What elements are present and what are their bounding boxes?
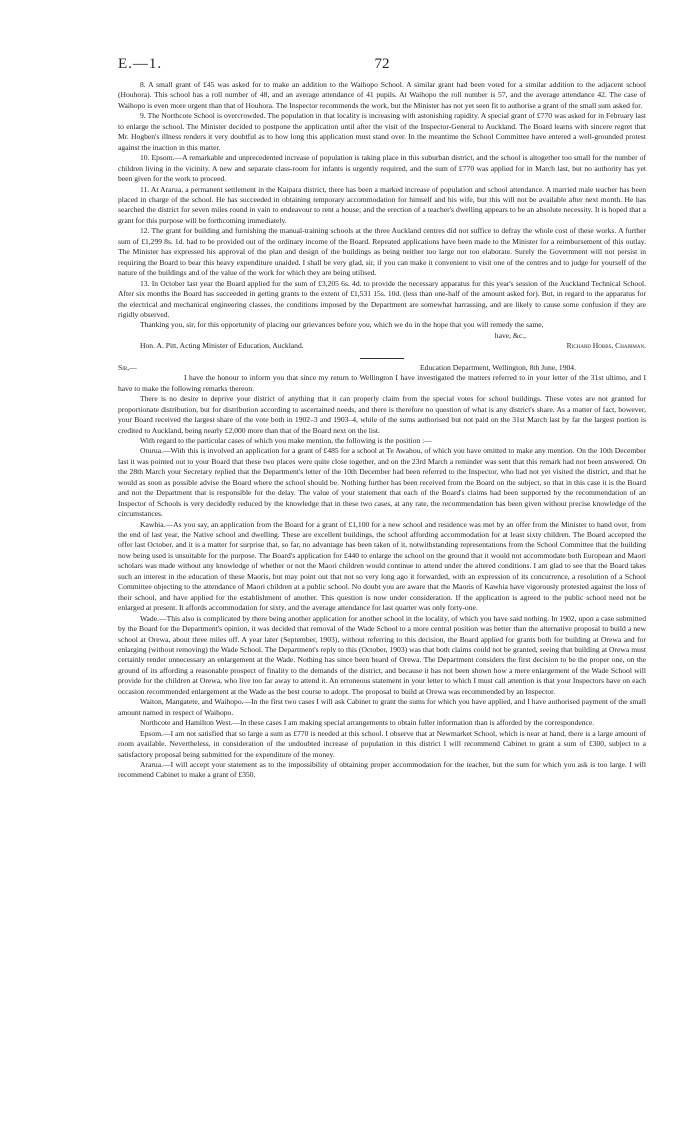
signatory: Richard Hobbs, Chairman. bbox=[566, 341, 646, 351]
paragraph: Kawhia.—As you say, an application from the Board for a grant of £1,100 for a new school and residence was met by an offer from the Minister to hand over, from the end of last year, the Native school and dwelling. These are excellent buildings, the school affording accommodation for at least sixty children. The Board accepted the offer last October, and it is a matter for surprise that, so far, no advantage has been taken of it, notwithstanding representations from the School Committee that the building now being used is unsuitable for the purpose. The Board's application for £440 to enlarge the school on the ground that it would not accommodate both European and Maori scholars was made without any knowledge of whether or not the Maori children would continue to attend under the altered conditions. I am glad to see that the Board takes such an interest in the education of these Maoris, but may point out that not so very long ago it forwarded, with an expression of its concurrence, a resolution of a School Committee objecting to the attendance of Maori children at a public school. No doubt you are aware that the Maoris of Kawhia have vigorously protested against the loss of their school, and have applied for the establishment of another. This question is now under consideration. If the application is agreed to the public school need not be enlarged at present. It affords accommodation for sixty, and the average attendance for last quarter was only forty-one. bbox=[118, 519, 646, 613]
page-number: 72 bbox=[374, 56, 390, 72]
paragraph: 9. The Northcote School is overcrowded. The population in that locality is increasing with astonishing rapidity. A special grant of £770 was asked for in February last to enlarge the school. The Minister decided to postpone the application until after the visit of the Inspector-General to Auckland. The Board learns with sincere regret that Mr. Hogben's illness renders it very doubtful as to how long this application must stand over. In the meantime the School Committee have entered a well-grounded protest against the inaction in this matter. bbox=[118, 111, 646, 152]
paragraph: Waiton, Mangatete, and Waihopo.—In the first two cases I will ask Cabinet to grant the sums for which you have applied, and I have authorised payment of the small amount named in respect of Waihopo. bbox=[118, 697, 646, 717]
addressee: Hon. A. Pitt, Acting Minister of Education, Auckland. bbox=[140, 341, 304, 351]
salutation: Sir,— bbox=[118, 362, 137, 372]
signature-line bbox=[118, 341, 646, 351]
paragraph: 8. A small grant of £45 was asked for to make an addition to the Waihopo School. A similar grant had been voted for a similar addition to the adjacent school (Houhora). This school has a roll number of 48, and an average attendance of 41 pupils. At Waihopo the roll number is 57, and the average attendance 42. The case of Waihopo is even more urgent than that of Houhora. The Inspector recommends the work, but the Minister has not yet seen fit to authorise a grant of the small sum asked for. bbox=[118, 80, 646, 110]
paragraph: 12. The grant for building and furnishing the manual-training schools at the three Auckland centres did not suffice to defray the whole cost of these works. A further sum of £1,299 8s. 1d. had to be provided out of the ordinary income of the Board. Repeated applications have been made to the Minister for a reimbursement of this outlay. The Minister has expressed his approval of the plan and design of the buildings as being neither too large nor too elaborate. Surely the Government will not persist in requiring the Board to bear this heavy expenditure unaided. I shall be very glad, sir, if you can make it convenient to visit one of the centres and to judge for yourself of the nature of the buildings and of the value of the work for which they are being utilised. bbox=[118, 226, 646, 278]
page-header bbox=[118, 56, 646, 76]
closing-line bbox=[118, 331, 646, 341]
dateline: Education Department, Wellington, 8th June, 1904. bbox=[420, 362, 576, 372]
letter-one bbox=[118, 80, 646, 352]
paragraph: With regard to the particular cases of which you make mention, the following is the position :— bbox=[140, 435, 432, 445]
paragraph: I have the honour to inform you that since my return to Wellington I have investigated the matters referred to in your letter of the 31st ultimo, and I have to make the following remarks thereon. bbox=[118, 373, 646, 393]
section-divider bbox=[360, 358, 404, 359]
paragraph: Wade.—This also is complicated by there being another application for another school in the locality, of which you have said nothing. In 1902, upon a case submitted by the Board for the Department's opinion, it was decided that removal of the Wade School to a more central position was better than the alternative proposal to build a new school at Orewa, about three miles off. A year later (September, 1903), without referring to this decision, the Board applied for grants both for building at Orewa and for enlarging (without removing) the Wade School. The Department's reply to this (October, 1903) was that both claims could not be granted, seeing that building at Orewa must certainly render unnecessary an enlargement at the Wade. Nothing has since been heard of Orewa. The Department considers the first decision to be the proper one, on the ground of its affording a reasonable prospect of finality to the demands of the district, and because it has not been shown how a mere enlargement of the Wade School will provide for the children at Orewa, who live too far away to attend it. An erroneous statement in your letter to which I must call attention is that your Inspectors have on each occasion recommended enlargement at the Wade as the best course to adopt. The proposal to build at Orewa was recommended by an Inspector. bbox=[118, 613, 646, 696]
closing-right: have, &c., bbox=[494, 330, 526, 340]
paragraph: 11. At Ararua, a permanent settlement in the Kaipara district, there has been a marked increase of population and school attendance. A married male teacher has been placed in charge of the school. He has succeeded in obtaining temporary accommodation for himself and his wife, but this will not be available after next month. He has searched the district for seven miles round in vain to endeavour to rent a house; and the erection of a teacher's dwelling appears to be an absolute necessity. It is hoped that a grant for this purpose will be forthcoming immediately. bbox=[118, 184, 646, 225]
paragraph: There is no desire to deprive your district of anything that it can properly claim from the special votes for school buildings. These votes are not granted for proportionate distribution, but for distribution according to ascertained needs, and there is therefore no question of what is any district's share. As a matter of fact, however, your Board received the largest share of the vote both in 1902–3 and 1903–4, while of the sums authorised but not paid on the 31st March last by far the largest portion is credited to Auckland, being nearly £2,000 more than that of the Board next on the list. bbox=[118, 394, 646, 435]
paragraph: Oturua.—With this is involved an application for a grant of £485 for a school at Te Awahou, of which you have omitted to make any mention. On the 10th December last it was pointed out to your Board that these two places were quite close together, and on the 23rd March a reminder was sent that this remark had not been answered. On the 28th March your Secretary replied that the Department's letter of the 10th December had been referred to the Inspector, who had not yet visited the district, and that he would as soon as possible advise the Board where the school should be. Nothing further has been received from the Board on the subject, so that in this case it is the Board and not the Department that is responsible for the delay. The value of your statement that each of the Board's claims had been supported by the recommendation of an Inspector of Schools is very decidedly reduced by the knowledge that in these two cases, at any rate, the recommendation has been given without precise knowledge of the circumstances. bbox=[118, 446, 646, 519]
paragraph: Epsom.—I am not satisfied that so large a sum as £770 is needed at this school. I observe that at Newmarket School, which is near at hand, there is a large amount of room available. Nevertheless, in consideration of the undoubted increase of population in this district I will recommend Cabinet to grant a sum of £300, subject to a satisfactory proposal being submitted for the expenditure of the money. bbox=[118, 728, 646, 759]
letter-two bbox=[118, 363, 646, 781]
paragraph: 13. In October last year the Board applied for the sum of £3,205 6s. 4d. to provide the necessary apparatus for this year's session of the Auckland Technical School. After six months the Board has succeeded in getting grants to the extent of £1,531 15s. 10d. (less than one-half of the amount asked for). But, in regard to the apparatus for the electrical and mechanical engineering classes, the conditions imposed by the Department are somewhat harrassing, and are likely to cause some confusion if they are rigidly observed. bbox=[118, 278, 646, 319]
paragraph: Ararua.—I will accept your statement as to the impossibility of obtaining proper accommodation for the teacher, but the sum for which you ask is too large. I will recommend Cabinet to make a grant of £350. bbox=[118, 760, 646, 780]
letter-heading bbox=[118, 363, 646, 373]
paragraph: Northcote and Hamilton West.—In these cases I am making special arrangements to obtain fuller information than is afforded by the correspondence. bbox=[140, 718, 595, 728]
document-body bbox=[118, 80, 646, 781]
document-code: E.—1. bbox=[118, 56, 163, 72]
paragraph: Thanking you, sir, for this opportunity of placing our grievances before you, which we do in the hope that you will remedy the same, bbox=[140, 320, 544, 330]
paragraph: 10. Epsom.—A remarkable and unprecedented increase of population is taking place in this suburban district, and the school is altogether too small for the number of children living in the vicinity. A new and separate class-room for infants is urgently required, and the sum of £770 was applied for in March last, but no authority has yet been given for the work to proceed. bbox=[118, 153, 646, 184]
